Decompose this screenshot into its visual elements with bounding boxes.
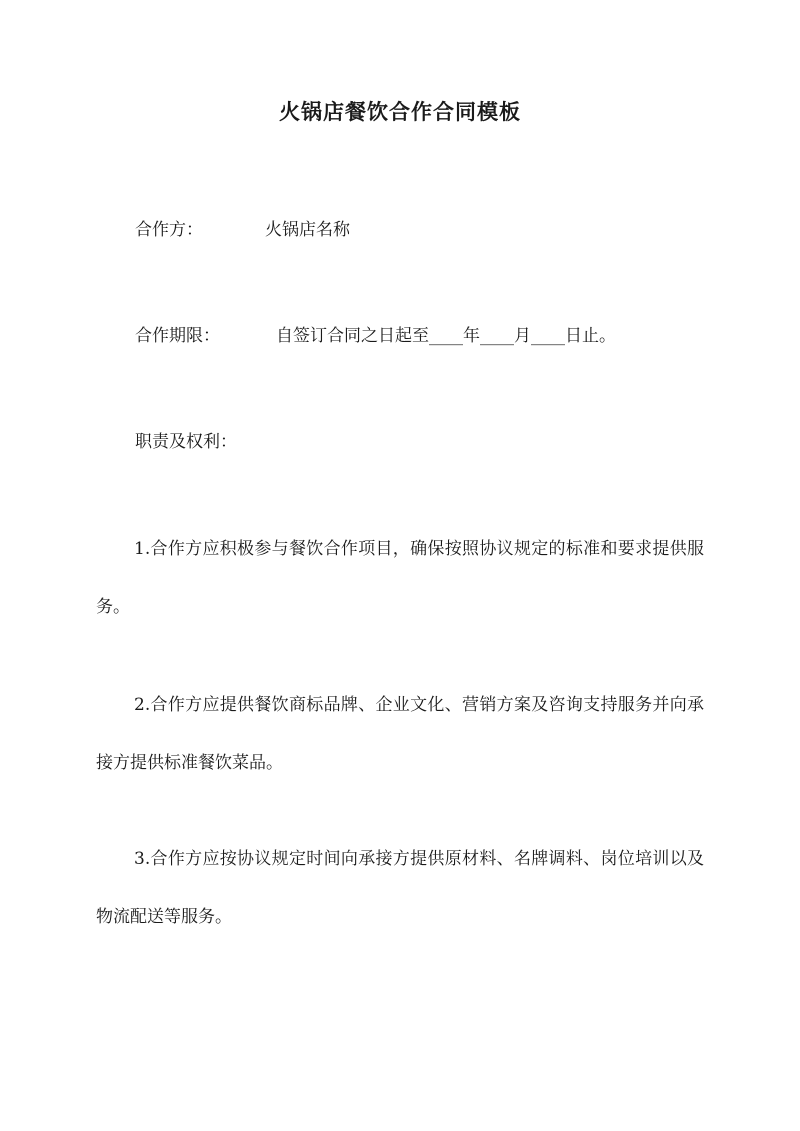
term-value: 自签订合同之日起至____年____月____日止。 — [276, 326, 616, 346]
clause-2: 2.合作方应提供餐饮商标品牌、企业文化、营销方案及咨询支持服务并向承接方提供标准餐饮菜品。 — [96, 695, 704, 773]
party-label: 合作方： — [135, 220, 203, 240]
party-value: 火锅店名称 — [265, 220, 350, 240]
duties-heading: 职责及权利： — [135, 432, 237, 452]
term-label: 合作期限： — [135, 326, 220, 346]
clause-1: 1.合作方应积极参与餐饮合作项目，确保按照协议规定的标准和要求提供服务。 — [96, 539, 704, 617]
document-title: 火锅店餐饮合作合同模板 — [279, 99, 521, 124]
clause-3: 3.合作方应按协议规定时间向承接方提供原材料、名牌调料、岗位培训以及物流配送等服务。 — [96, 849, 704, 927]
